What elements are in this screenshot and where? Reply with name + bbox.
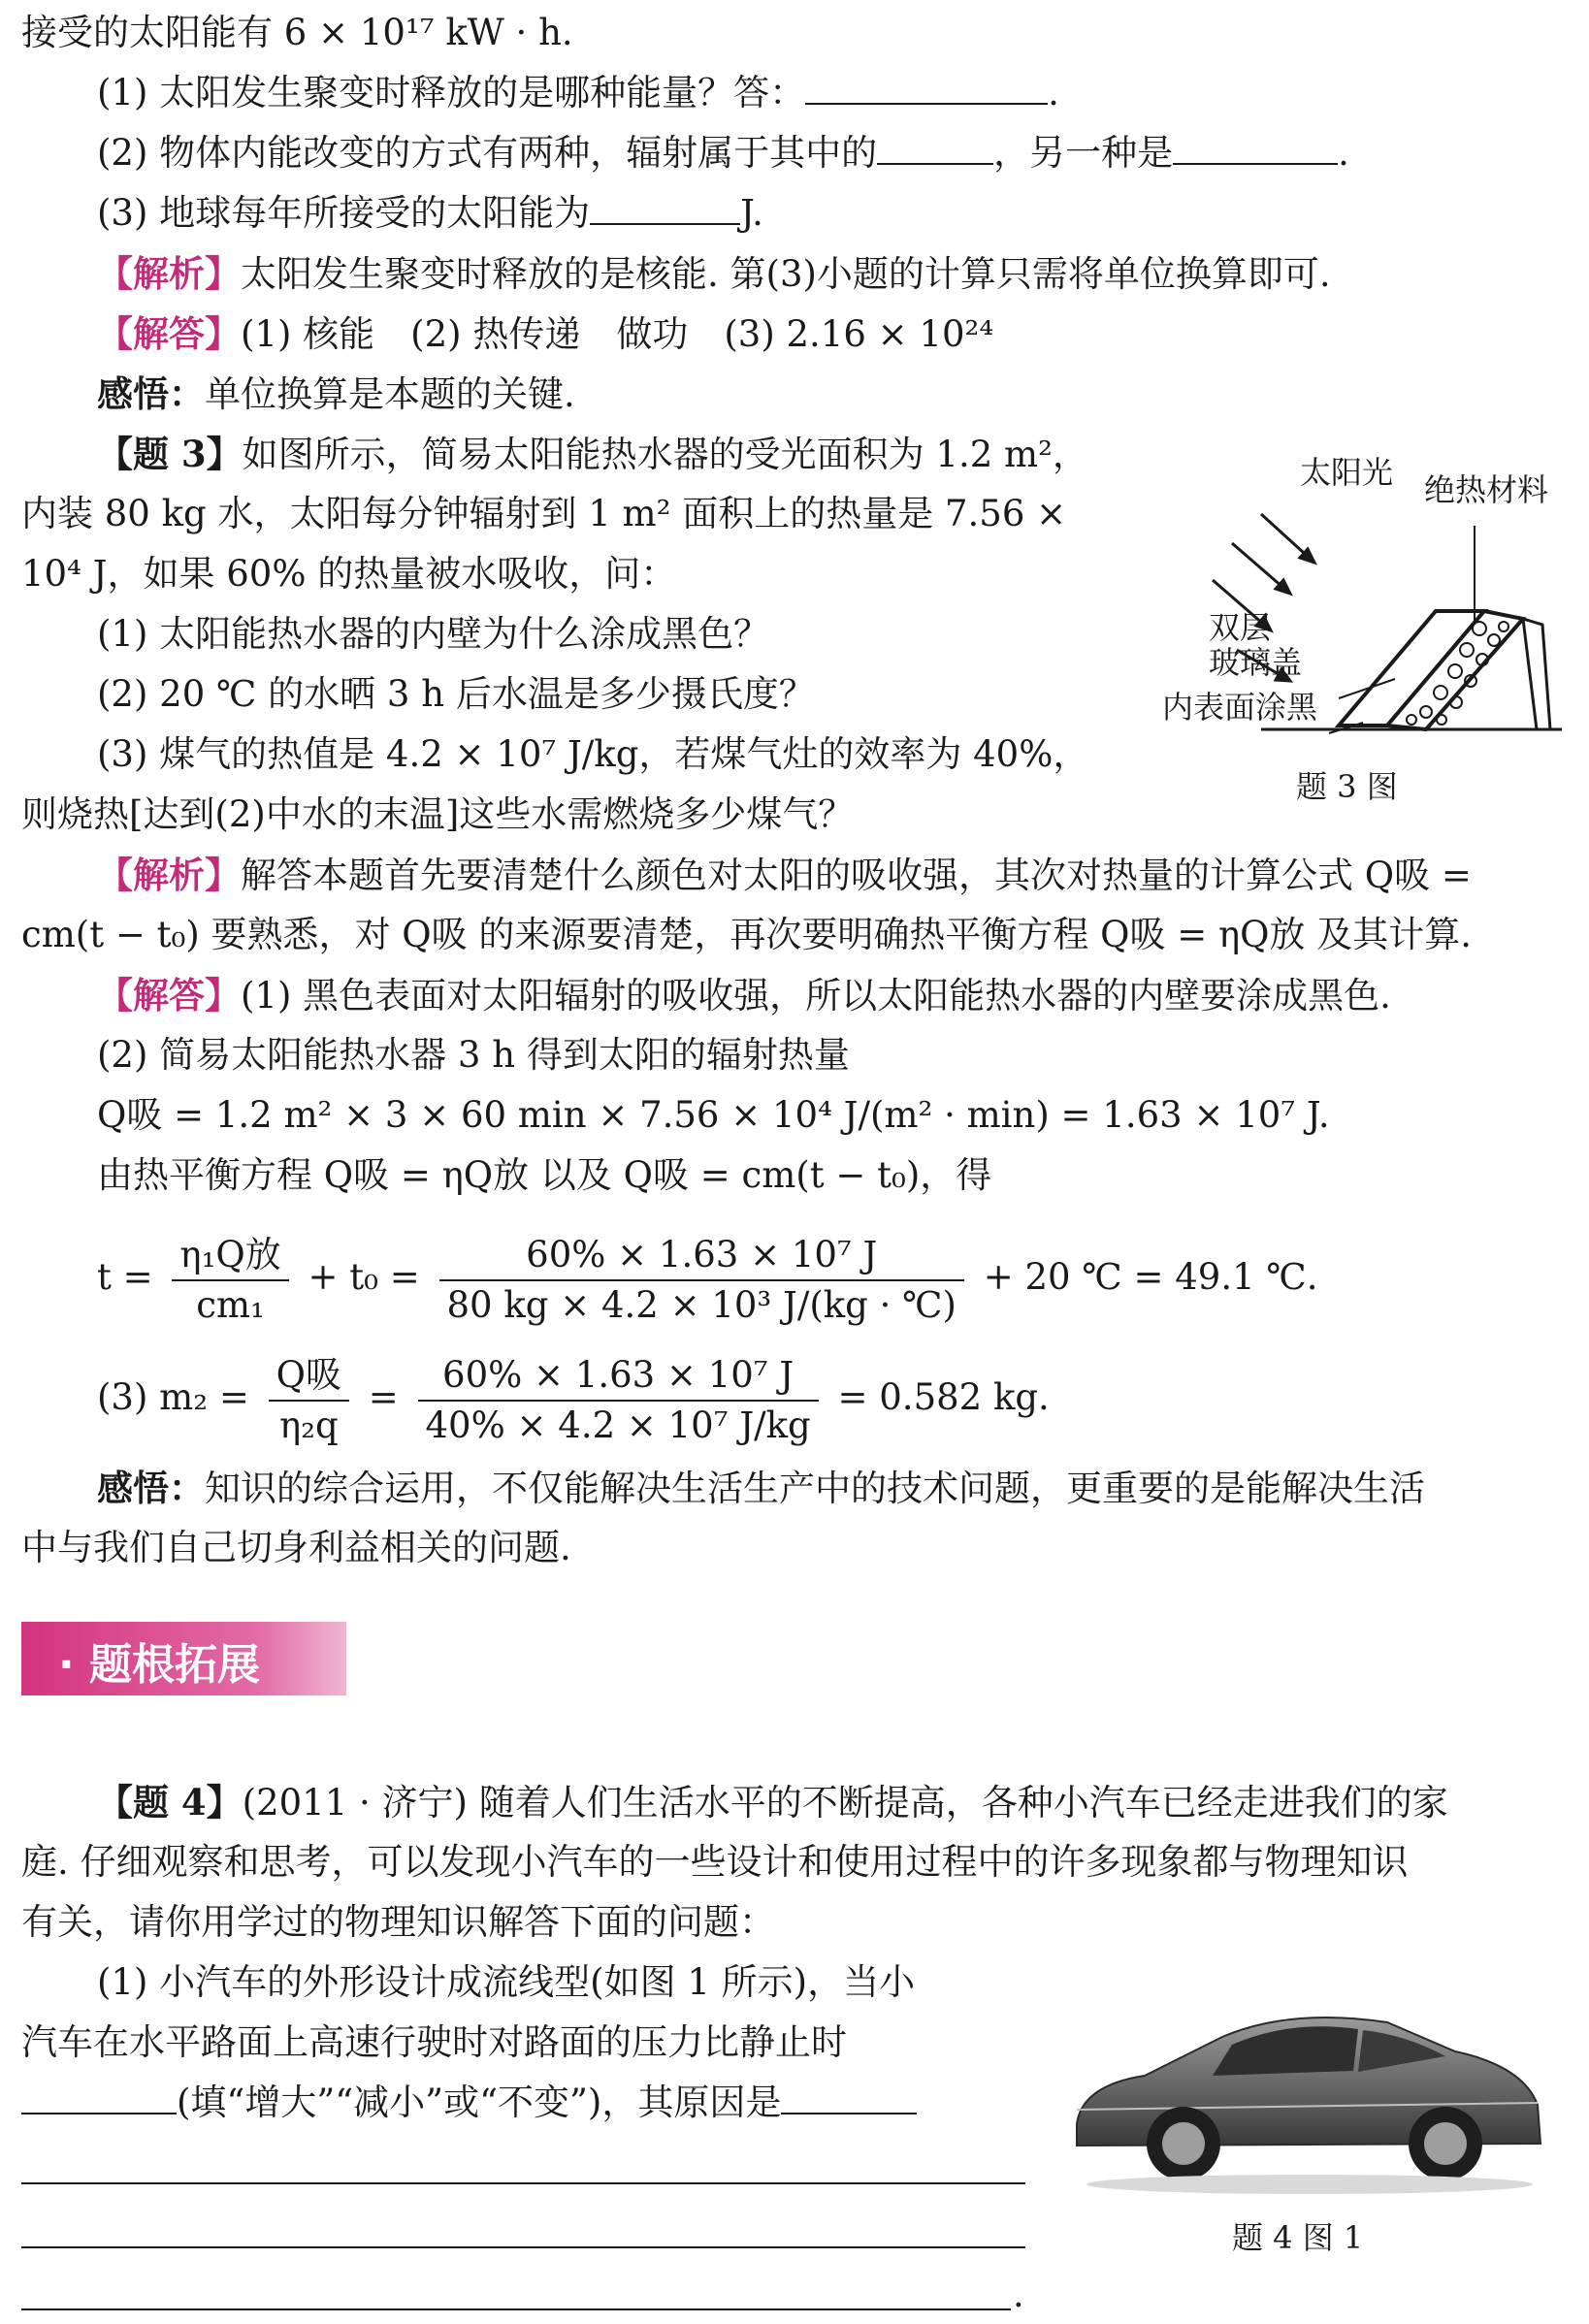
q4-line-1: 【题 4】(2011 · 济宁) 随着人们生活水平的不断提高，各种小汽车已经走进我们的家 <box>97 1781 1448 1824</box>
analysis-tag: 【解析】 <box>97 252 241 295</box>
answer-tag: 【解答】 <box>97 312 241 355</box>
figure-3-caption: 题 3 图 <box>1296 768 1398 805</box>
section-header-band <box>21 1622 346 1695</box>
insight-tag: 感悟： <box>97 1467 205 1509</box>
answer-blank[interactable] <box>21 2078 177 2114</box>
label-sunlight: 太阳光 <box>1300 454 1394 491</box>
q4-line-3: 有关，请你用学过的物理知识解答下面的问题： <box>21 1901 775 1943</box>
answer-blank[interactable] <box>877 128 993 165</box>
car-photo <box>1067 1979 1552 2202</box>
answer-line-blank[interactable] <box>21 2182 1025 2184</box>
label-double-layer: 双层 <box>1209 609 1272 646</box>
q4-end-period: . <box>1013 2274 1024 2315</box>
fraction: $\frac{\text{60\% × 1.63 × 10⁷ J}}{\text{40\% × 4.2 × 10⁷ J/kg}}$ <box>418 1351 819 1450</box>
question-3: (3) 地球每年所接受的太阳能为 J. <box>97 188 763 242</box>
label-glass-cover: 玻璃盖 <box>1209 644 1303 681</box>
q3-tag: 【题 3】 <box>97 433 243 475</box>
q3-sub-2: (2) 20 ℃ 的水晒 3 h 后水温是多少摄氏度？ <box>97 673 815 715</box>
q4-sub-1: (1) 小汽车的外形设计成流线型(如图 1 所示)，当小 <box>97 1961 916 2003</box>
text-line: 接受的太阳能有 6 × 10¹⁷ kW · h. <box>21 12 573 53</box>
q4-line-2: 庭. 仔细观察和思考，可以发现小汽车的一些设计和使用过程中的许多现象都与物理知识 <box>21 1841 1409 1883</box>
fraction: η₁Q放 cm₁ <box>172 1231 288 1330</box>
formula-gas-mass: (3) m₂ = Q吸 η₂q = $\frac{\text{60\% × 1.63 × 10⁷ J}}{\text{40\% × 4.2 × 10⁷ J/kg}}$ = 0.582 kg. <box>97 1344 1050 1451</box>
q3-answer-line-3: Q吸 = 1.2 m² × 3 × 60 min × 7.56 × 10⁴ J/(m² · min) = 1.63 × 10⁷ J. <box>97 1094 1330 1136</box>
q3-analysis-line-1: 【解析】解答本题首先要清楚什么颜色对太阳的吸收强，其次对热量的计算公式 Q吸 = <box>97 854 1472 896</box>
formula-temperature: t = η₁Q放 cm₁ + t₀ = $\frac{\text{60\% × 1.63 × 10⁷ J}}{\text{80 kg × 4.2 × 10³ J/(kg · ℃)}}$ + 20 ℃ = 49.1 ℃. <box>97 1224 1318 1331</box>
q4-tag: 【题 4】 <box>97 1781 243 1824</box>
q3-sub-1: (1) 太阳能热水器的内壁为什么涂成黑色？ <box>97 613 770 655</box>
q3-sub-4: 则烧热[达到(2)中水的末温]这些水需燃烧多少煤气？ <box>21 793 855 835</box>
label-black-coating: 内表面涂黑 <box>1162 689 1318 726</box>
answer-blank[interactable] <box>805 68 1048 105</box>
q3-insight-line-1: 感悟：知识的综合运用，不仅能解决生活生产中的技术问题，更重要的是能解决生活 <box>97 1467 1425 1509</box>
answer-line: 【解答】(1) 核能 (2) 热传递 做功 (3) 2.16 × 10²⁴ <box>97 312 994 355</box>
q3-line-2: 内装 80 kg 水，太阳每分钟辐射到 1 m² 面积上的热量是 7.56 × <box>21 493 1067 534</box>
analysis-line: 【解析】太阳发生聚变时释放的是核能. 第(3)小题的计算只需将单位换算即可. <box>97 252 1331 295</box>
label-insulation: 绝热材料 <box>1424 471 1549 508</box>
fraction: Q吸 η₂q <box>269 1351 349 1450</box>
q4-sub-2: 汽车在水平路面上高速行驶时对路面的压力比静止时 <box>21 2021 847 2063</box>
answer-blank[interactable] <box>590 188 740 225</box>
insight-line: 感悟：单位换算是本题的关键. <box>97 372 575 415</box>
q3-analysis-line-2: cm(t − t₀) 要熟悉，对 Q吸 的来源要清楚，再次要明确热平衡方程 Q吸 = ηQ放 及其计算. <box>21 914 1473 955</box>
answer-tag: 【解答】 <box>97 974 241 1017</box>
answer-blank[interactable] <box>781 2078 917 2114</box>
answer-line-blank[interactable] <box>21 2308 1011 2310</box>
fraction: $\frac{\text{60\% × 1.63 × 10⁷ J}}{\text{80 kg × 4.2 × 10³ J/(kg · ℃)}}$ <box>439 1231 964 1330</box>
answer-blank[interactable] <box>1173 128 1338 165</box>
q3-insight-line-2: 中与我们自己切身利益相关的问题. <box>21 1527 571 1568</box>
answer-line-blank[interactable] <box>21 2246 1025 2248</box>
q3-answer-line-2: (2) 简易太阳能热水器 3 h 得到太阳的辐射热量 <box>97 1034 850 1076</box>
q4-sub-3: (填“增大”“减小”或“不变”)，其原因是 <box>21 2078 917 2132</box>
q3-answer-line-1: 【解答】(1) 黑色表面对太阳辐射的吸收强，所以太阳能热水器的内壁要涂成黑色. <box>97 974 1391 1017</box>
q3-answer-line-4: 由热平衡方程 Q吸 = ηQ放 以及 Q吸 = cm(t − t₀)，得 <box>97 1154 992 1196</box>
question-1: (1) 太阳发生聚变时释放的是哪种能量？答： . <box>97 68 1059 122</box>
figure-4-caption: 题 4 图 1 <box>1232 2219 1364 2256</box>
analysis-tag: 【解析】 <box>97 854 241 896</box>
q3-line-1: 【题 3】如图所示，简易太阳能热水器的受光面积为 1.2 m²， <box>97 433 1088 475</box>
q3-line-3: 10⁴ J，如果 60% 的热量被水吸收，问： <box>21 553 677 595</box>
q3-sub-3: (3) 煤气的热值是 4.2 × 10⁷ J/kg，若煤气灶的效率为 40%， <box>97 733 1089 775</box>
insight-tag: 感悟： <box>97 372 205 415</box>
section-title: · 题根拓展 <box>58 1640 261 1690</box>
question-2: (2) 物体内能改变的方式有两种，辐射属于其中的 ，另一种是 . <box>97 128 1349 182</box>
